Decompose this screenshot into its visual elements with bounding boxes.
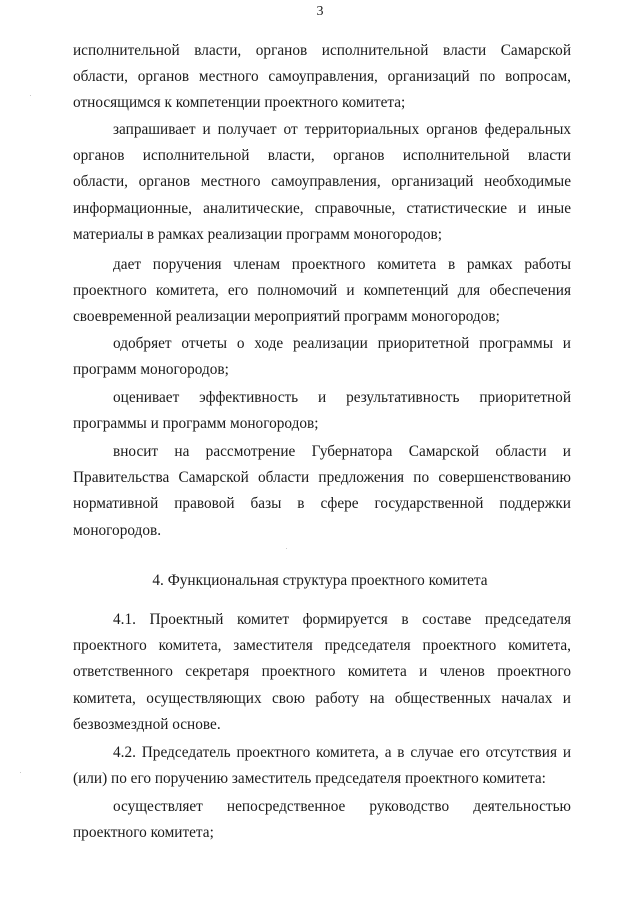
paragraph-2	[73, 117, 571, 248]
text-line: области, органов местного самоуправления, организаций по вопросам,	[73, 68, 571, 86]
text-line: 4.2. Председатель проектного комитета, а в случае его отсутствия и	[113, 744, 571, 761]
text-line: дает поручения членам проектного комитета в рамках работы	[113, 256, 571, 273]
text-line: (или) по его поручению заместитель председателя проектного комитета:	[73, 770, 546, 788]
text-line: своевременной реализации мероприятий программ моногородов;	[73, 308, 500, 326]
page-number: 3	[316, 4, 324, 19]
section-heading: 4. Функциональная структура проектного комитета	[152, 572, 488, 589]
text-line: исполнительной власти, органов исполнительной власти Самарской	[73, 42, 571, 59]
text-line: проектного комитета, его полномочий и компетенций для обеспечения	[73, 282, 571, 300]
scan-speck	[20, 772, 21, 773]
text-line: комитета, осуществляющих свою работу на общественных началах и	[73, 689, 571, 707]
text-line: оценивает эффективность и результативность приоритетной	[113, 389, 571, 406]
text-line: безвозмездной основе.	[73, 715, 221, 733]
paragraph-7	[73, 607, 571, 738]
text-line: программ моногородов;	[73, 361, 229, 379]
paragraph-1	[73, 38, 571, 117]
text-line: моногородов.	[73, 521, 162, 539]
text-line: органов исполнительной власти, органов исполнительной власти	[73, 147, 571, 165]
text-line: нормативной правовой базы в сфере государственной поддержки	[73, 495, 571, 513]
text-line: одобряет отчеты о ходе реализации приоритетной программы и	[113, 335, 571, 352]
scan-speck	[286, 548, 287, 549]
text-line: ответственного секретаря проектного комитета и членов проектного	[73, 663, 571, 681]
paragraph-6	[73, 439, 571, 544]
text-line: области, органов местного самоуправления, организаций необходимые	[73, 173, 571, 191]
scan-speck	[30, 95, 31, 96]
text-line: проектного комитета;	[73, 824, 214, 842]
text-line: материалы в рамках реализации программ моногородов;	[73, 225, 442, 243]
text-line: вносит на рассмотрение Губернатора Самарской области и	[113, 443, 571, 460]
paragraph-9	[73, 794, 571, 846]
text-line: программы и программ моногородов;	[73, 415, 319, 433]
paragraph-8	[73, 740, 571, 792]
paragraph-5	[73, 385, 571, 437]
text-line: Правительства Самарской области предложения по совершенствованию	[73, 469, 571, 487]
text-line: относящимся к компетенции проектного комитета;	[73, 94, 406, 112]
text-line: информационные, аналитические, справочные, статистические и иные	[73, 199, 571, 217]
text-line: запрашивает и получает от территориальных органов федеральных	[113, 121, 571, 138]
paragraph-3	[73, 252, 571, 331]
text-line: проектного комитета, заместителя председателя проектного комитета,	[73, 637, 571, 655]
paragraph-4	[73, 331, 571, 383]
text-line: 4.1. Проектный комитет формируется в составе председателя	[113, 611, 571, 628]
text-line: осуществляет непосредственное руководство деятельностью	[113, 798, 571, 815]
